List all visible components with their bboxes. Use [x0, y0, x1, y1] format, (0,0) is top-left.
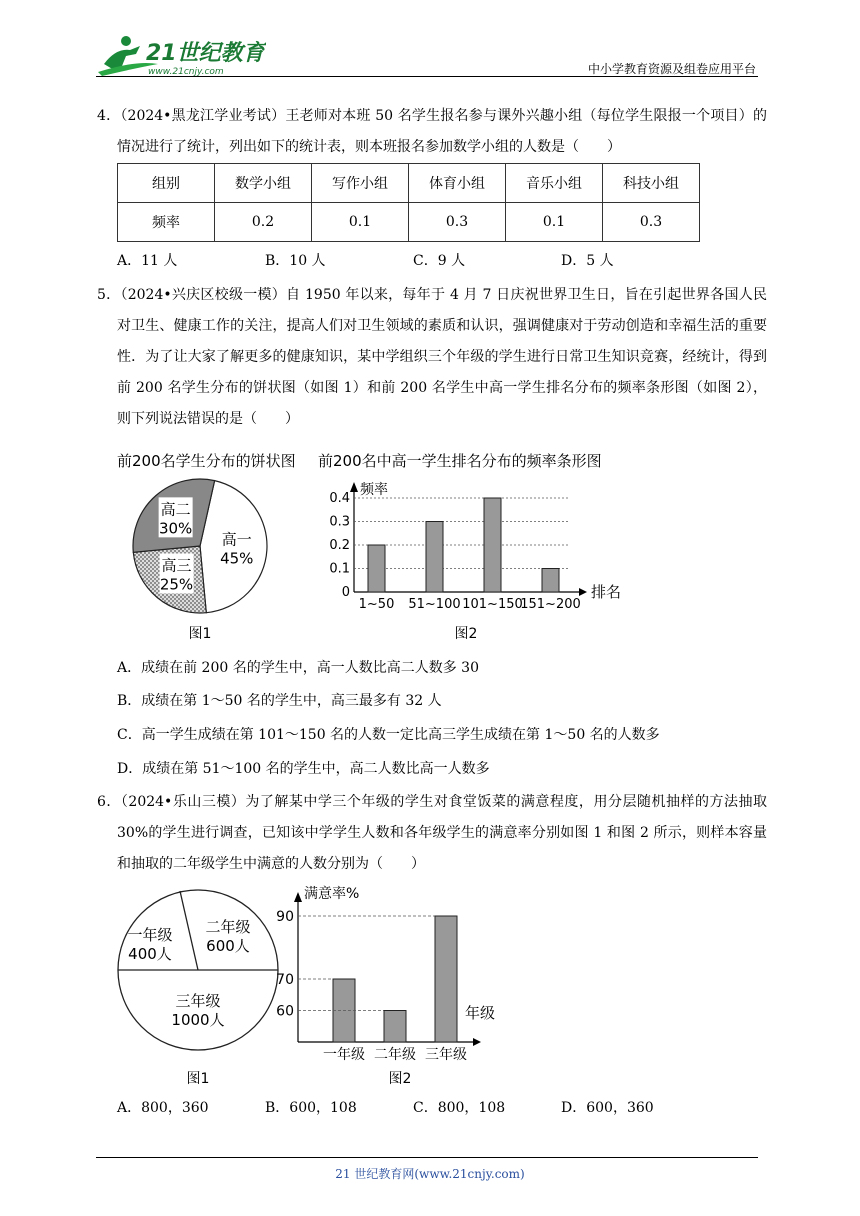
- y-tick-label: 0: [341, 585, 350, 600]
- table-cell: 0.3: [603, 203, 700, 242]
- pie-value-label: 1000人: [171, 1011, 225, 1029]
- q4-text: （2024•黑龙江学业考试）王老师对本班 50 名学生报名参与课外兴趣小组（每位学生限报一个项目）的情况进行了统计，列出如下的统计表，则本班报名参加数学小组的人数是（ ）: [117, 108, 767, 155]
- table-cell: 组别: [118, 164, 215, 203]
- x-axis-label: 年级: [465, 1004, 496, 1022]
- q4-number: 4．: [97, 108, 121, 124]
- table-row: [118, 203, 700, 242]
- q6-bar-chart: [276, 885, 495, 1063]
- y-axis-label: 满意率%: [304, 886, 360, 902]
- q4-option-d[interactable]: D．5 人: [561, 253, 614, 269]
- logo-text: 21世纪教育: [146, 41, 265, 66]
- bar: [435, 916, 457, 1042]
- frequency-table: [117, 163, 700, 242]
- header-platform-text: 中小学教育资源及组卷应用平台: [587, 62, 756, 76]
- q5-figures: [110, 470, 630, 650]
- x-axis-label: 排名: [591, 583, 622, 601]
- q5-fig1-label: 图1: [188, 626, 212, 642]
- y-axis-arrow: [294, 892, 302, 902]
- q5-number: 5．: [97, 287, 121, 303]
- q6-option-d[interactable]: D．600，360: [561, 1100, 654, 1116]
- pie-value-label: 600人: [206, 937, 250, 955]
- pie-percent-label: 45%: [220, 549, 254, 568]
- q5-figure-title-2: 前200名中高一学生排名分布的频率条形图: [318, 452, 602, 470]
- x-tick-label: 51~100: [408, 597, 461, 612]
- bar: [484, 498, 501, 592]
- q5-fig2-label: 图2: [454, 626, 478, 642]
- table-cell: 音乐小组: [506, 164, 603, 203]
- pie-category-label: 高二: [160, 500, 191, 519]
- q4-option-b[interactable]: B．10 人: [265, 253, 326, 269]
- pie-category-label: 一年级: [127, 926, 173, 944]
- y-tick-label: 0.3: [329, 514, 350, 530]
- x-tick-label: 一年级: [323, 1047, 365, 1063]
- x-tick-label: 二年级: [374, 1047, 416, 1063]
- site-logo: [96, 34, 266, 76]
- bar: [384, 1011, 406, 1043]
- q6-option-c[interactable]: C．800，108: [413, 1100, 506, 1116]
- x-axis-arrow: [473, 1038, 481, 1046]
- q6-option-a[interactable]: A．800，360: [117, 1100, 209, 1116]
- q5-option-a[interactable]: A．成绩在前 200 名的学生中，高一人数比高二人数多 30: [117, 660, 479, 676]
- q5-bar-chart: [329, 482, 621, 612]
- footer-divider: [96, 1157, 758, 1158]
- q5-figure-title-1: 前200名学生分布的饼状图: [117, 452, 296, 470]
- q4-option-c[interactable]: C．9 人: [413, 253, 466, 269]
- q6-fig2-label: 图2: [388, 1071, 412, 1087]
- pie-category-label: 高三: [161, 556, 192, 575]
- question-6: [97, 787, 767, 880]
- q6-option-b[interactable]: B．600，108: [265, 1100, 357, 1116]
- table-cell: 0.1: [506, 203, 603, 242]
- table-cell: 0.2: [215, 203, 312, 242]
- x-tick-label: 101~150: [462, 597, 523, 612]
- q4-option-a[interactable]: A．11 人: [117, 253, 178, 269]
- y-tick-label: 0.4: [329, 491, 350, 506]
- table-cell: 数学小组: [215, 164, 312, 203]
- y-axis-arrow: [350, 482, 358, 492]
- pie-category-label: 高一: [221, 530, 252, 549]
- q6-fig1-label: 图1: [186, 1071, 210, 1087]
- table-row: [118, 164, 700, 203]
- table-cell: 频率: [118, 203, 215, 242]
- y-axis-label: 频率: [360, 482, 388, 498]
- header-divider: [96, 76, 758, 77]
- table-cell: 写作小组: [312, 164, 409, 203]
- logo-url: www.21cnjy.com: [148, 67, 224, 76]
- q6-pie-chart: [118, 890, 278, 1050]
- footer-text: 21 世纪教育网(www.21cnjy.com): [335, 1167, 525, 1181]
- q5-pie-chart: [133, 479, 267, 613]
- y-tick-label: 0.2: [329, 538, 350, 553]
- bar: [542, 569, 559, 593]
- y-tick-label: 90: [276, 909, 294, 925]
- q6-text: （2024•乐山三模）为了解某中学三个年级的学生对食堂饭菜的满意程度，用分层随机抽样的方法抽取 30%的学生进行调查，已知该中学学生人数和各年级学生的满意率分别如图 1 和图 2 所示，则样本容量和抽取的二年级学生中满意的人数分别为（ ）: [117, 794, 767, 872]
- pie-category-label: 二年级: [205, 918, 251, 936]
- table-cell: 体育小组: [409, 164, 506, 203]
- x-axis-arrow: [579, 588, 587, 596]
- y-tick-label: 60: [276, 1003, 294, 1020]
- q5-option-d[interactable]: D．成绩在第 51～100 名的学生中，高二人数比高一人数多: [117, 761, 490, 777]
- q5-text: （2024•兴庆区校级一模）自 1950 年以来，每年于 4 月 7 日庆祝世界卫生日，旨在引起世界各国人民对卫生、健康工作的关注，提高人们对卫生领域的素质和认识，强调健康对于劳动创造和幸福生活的重要性．为了让大家了解更多的健康知识，某中学组织三个年级的学生进行日常卫生知识竞赛，经统计，得到前 200 名学生分布的饼状图（如图 1）和前 200 名学生中高一学生排名分布的频率条形图（如图 2），则下列说法错误的是（ ）: [117, 287, 767, 427]
- y-tick-label: 0.1: [329, 561, 350, 577]
- q6-figures: [110, 880, 530, 1090]
- table-cell: 0.1: [312, 203, 409, 242]
- bar: [426, 522, 443, 593]
- table-cell: 0.3: [409, 203, 506, 242]
- pie-value-label: 400人: [128, 945, 172, 963]
- table-cell: 科技小组: [603, 164, 700, 203]
- bar: [368, 545, 385, 592]
- x-tick-label: 三年级: [425, 1047, 467, 1063]
- q6-number: 6．: [97, 794, 121, 810]
- q5-option-c[interactable]: C．高一学生成绩在第 101～150 名的人数一定比高三学生成绩在第 1～50 名的人数多: [117, 727, 660, 743]
- x-tick-label: 151~200: [520, 597, 581, 612]
- question-4: [97, 101, 767, 163]
- pie-percent-label: 30%: [158, 519, 193, 538]
- y-tick-label: 70: [276, 972, 294, 988]
- q5-option-b[interactable]: B．成绩在第 1～50 名的学生中，高三最多有 32 人: [117, 693, 442, 709]
- x-tick-label: 1~50: [358, 597, 395, 612]
- pie-category-label: 三年级: [175, 992, 221, 1010]
- pie-percent-label: 25%: [159, 575, 194, 594]
- question-5: [97, 280, 767, 435]
